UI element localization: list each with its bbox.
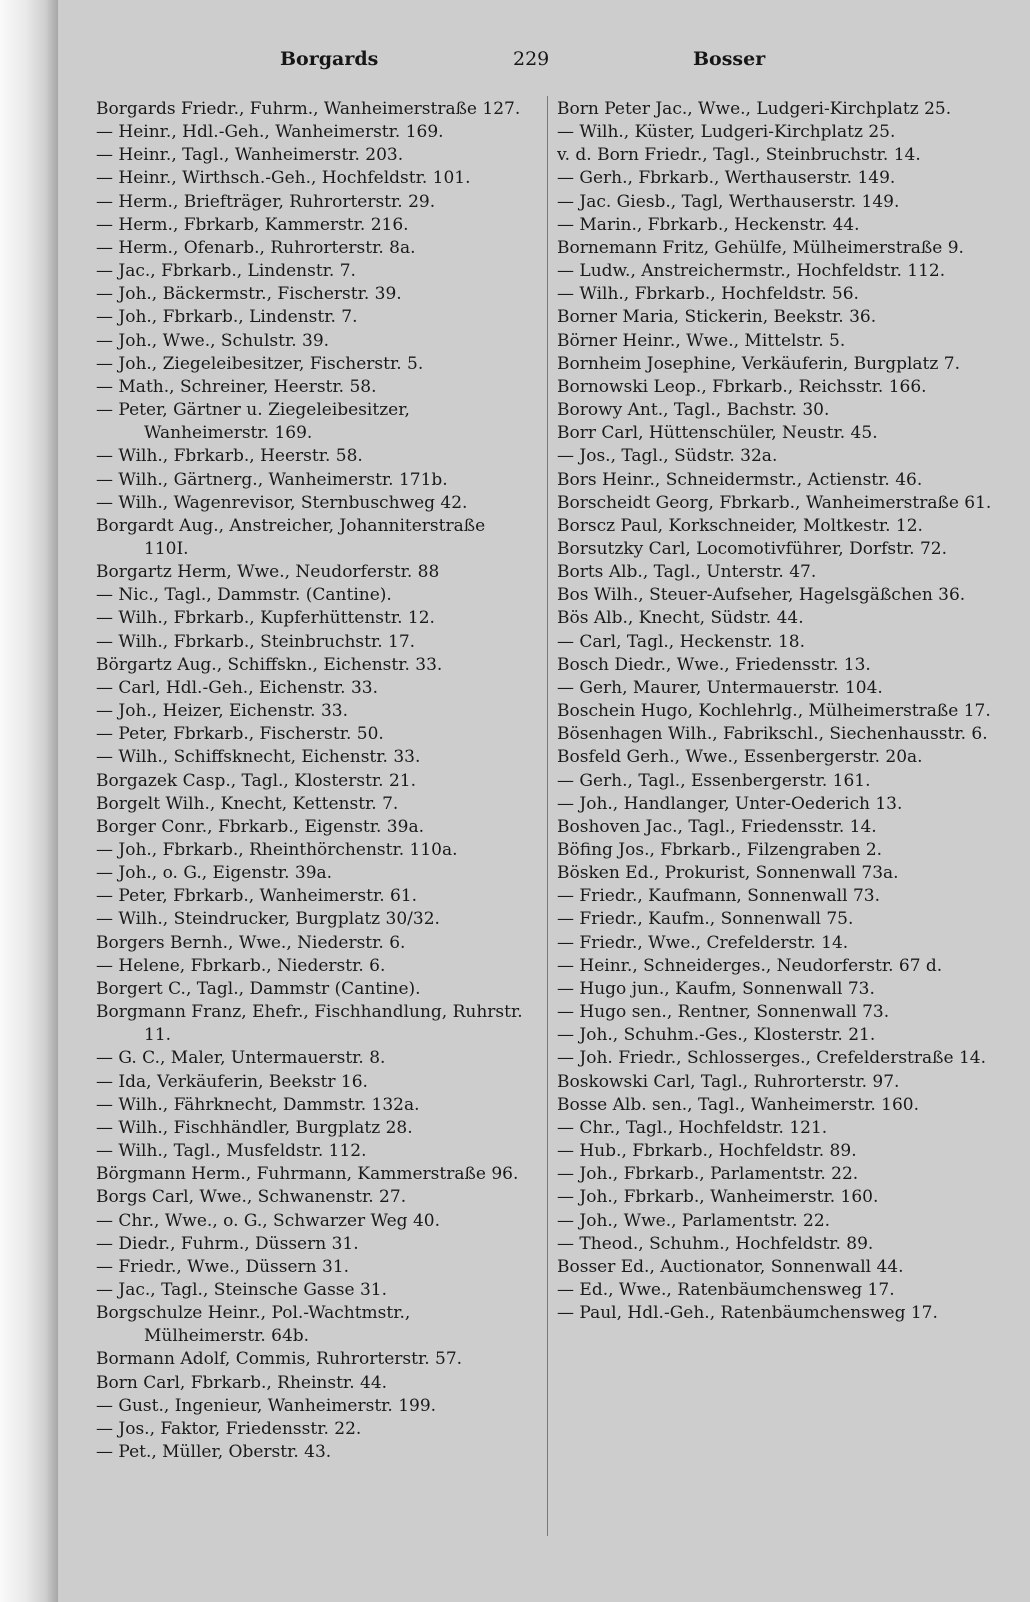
header-right-keyword: Bosser	[693, 48, 766, 70]
directory-entry: — Gerh., Fbrkarb., Werthauserstr. 149.	[557, 168, 896, 189]
directory-entry: — Joh., Schuhm.-Ges., Klosterstr. 21.	[557, 1025, 876, 1046]
directory-entry: Born Peter Jac., Wwe., Ludgeri-Kirchplatz 25.	[557, 99, 952, 119]
directory-entry: Borgs Carl, Wwe., Schwanenstr. 27.	[96, 1187, 407, 1208]
directory-entry: — Wilh., Steindrucker, Burgplatz 30/32.	[96, 909, 440, 930]
directory-entry: Bös Alb., Knecht, Südstr. 44.	[557, 608, 804, 629]
directory-entry: — Hugo jun., Kaufm, Sonnenwall 73.	[557, 978, 875, 999]
directory-entry: — Heinr., Wirthsch.-Geh., Hochfeldstr. 101.	[96, 168, 471, 189]
directory-entry: — Jos., Faktor, Friedensstr. 22.	[96, 1418, 362, 1439]
directory-entry: — Gerh., Tagl., Essenbergerstr. 161.	[557, 770, 871, 791]
directory-entry: — Gust., Ingenieur, Wanheimerstr. 199.	[96, 1395, 437, 1416]
directory-entry: — Wilh., Fischhändler, Burgplatz 28.	[96, 1117, 413, 1138]
directory-entry: — Wilh., Fbrkarb., Steinbruchstr. 17.	[96, 631, 416, 652]
directory-entry: — Diedr., Fuhrm., Düssern 31.	[96, 1233, 359, 1254]
page-binding-edge	[0, 0, 58, 1602]
column-divider	[547, 96, 548, 1536]
directory-entry: — Jac. Giesb., Tagl, Werthauserstr. 149.	[557, 191, 900, 212]
directory-entry: — Peter, Fbrkarb., Wanheimerstr. 61.	[96, 886, 418, 907]
directory-entry: Boshoven Jac., Tagl., Friedensstr. 14.	[557, 816, 877, 837]
directory-entry: — Wilh., Fbrkarb., Kupferhüttenstr. 12.	[96, 608, 435, 629]
directory-entry: Borgmann Franz, Ehefr., Fischhandlung, Ruhrstr. 11.	[96, 1002, 523, 1046]
running-header	[58, 48, 1030, 82]
directory-entry: — Peter, Fbrkarb., Fischerstr. 50.	[96, 724, 384, 745]
right-column	[557, 98, 997, 1325]
directory-entry: Böfing Jos., Fbrkarb., Filzengraben 2.	[557, 840, 883, 860]
directory-entry: Bösenhagen Wilh., Fabrikschl., Siechenhausstr. 6.	[557, 724, 988, 745]
directory-entry: — Helene, Fbrkarb., Niederstr. 6.	[96, 955, 386, 976]
directory-entry: Bosch Diedr., Wwe., Friedensstr. 13.	[557, 654, 871, 675]
directory-entry: — Joh., Handlanger, Unter-Oederich 13.	[557, 793, 903, 814]
directory-entry: — Wilh., Tagl., Musfeldstr. 112.	[96, 1141, 367, 1162]
directory-entry: Bosfeld Gerh., Wwe., Essenbergerstr. 20a.	[557, 747, 923, 768]
directory-entry: — Chr., Tagl., Hochfeldstr. 121.	[557, 1117, 828, 1138]
directory-entry: — Peter, Gärtner u. Ziegeleibesitzer, Wanheimerstr. 169.	[96, 400, 410, 444]
directory-entry: — Ida, Verkäuferin, Beekstr 16.	[96, 1071, 368, 1092]
directory-entry: Borgers Bernh., Wwe., Niederstr. 6.	[96, 932, 406, 953]
directory-entry: Borgards Friedr., Fuhrm., Wanheimerstraße 127.	[96, 99, 521, 119]
directory-entry: Börgmann Herm., Fuhrmann, Kammerstraße 96.	[96, 1164, 519, 1185]
directory-entry: — Wilh., Wagenrevisor, Sternbuschweg 42.	[96, 492, 468, 513]
directory-entry: Borts Alb., Tagl., Unterstr. 47.	[557, 562, 817, 583]
directory-entry: Borgelt Wilh., Knecht, Kettenstr. 7.	[96, 793, 399, 814]
directory-entry: Borgartz Herm, Wwe., Neudorferstr. 88	[96, 562, 440, 583]
directory-entry: — Friedr., Wwe., Düssern 31.	[96, 1256, 350, 1277]
directory-entry: — Math., Schreiner, Heerstr. 58.	[96, 376, 377, 397]
directory-entry: Bosser Ed., Auctionator, Sonnenwall 44.	[557, 1256, 904, 1277]
directory-entry: — Herm., Briefträger, Ruhrorterstr. 29.	[96, 191, 436, 212]
directory-entry: — Friedr., Wwe., Crefelderstr. 14.	[557, 932, 849, 953]
directory-entry: — Jac., Fbrkarb., Lindenstr. 7.	[96, 261, 356, 282]
directory-entry: Bos Wilh., Steuer-Aufseher, Hagelsgäßchen 36.	[557, 585, 966, 606]
directory-entry: — Nic., Tagl., Dammstr. (Cantine).	[96, 585, 392, 606]
directory-entry: Borgert C., Tagl., Dammstr (Cantine).	[96, 978, 421, 999]
directory-entry: — Marin., Fbrkarb., Heckenstr. 44.	[557, 214, 860, 235]
directory-entry: — Carl, Tagl., Heckenstr. 18.	[557, 631, 805, 652]
directory-entry: — Wilh., Schiffsknecht, Eichenstr. 33.	[96, 747, 421, 768]
directory-entry: — Joh., Fbrkarb., Parlamentstr. 22.	[557, 1164, 859, 1185]
directory-entry: Borscheidt Georg, Fbrkarb., Wanheimerstraße 61.	[557, 492, 992, 513]
directory-entry: — Paul, Hdl.-Geh., Ratenbäumchensweg 17.	[557, 1303, 938, 1324]
directory-entry: Börgartz Aug., Schiffskn., Eichenstr. 33.	[96, 654, 443, 675]
directory-entry: — Jos., Tagl., Südstr. 32a.	[557, 446, 778, 467]
directory-entry: — Ed., Wwe., Ratenbäumchensweg 17.	[557, 1279, 895, 1300]
directory-entry: — Heinr., Schneiderges., Neudorferstr. 67 d.	[557, 955, 943, 976]
directory-entry: — Friedr., Kaufmann, Sonnenwall 73.	[557, 886, 880, 907]
directory-entry: Borger Conr., Fbrkarb., Eigenstr. 39a.	[96, 816, 424, 837]
directory-entry: — Wilh., Fährknecht, Dammstr. 132a.	[96, 1094, 420, 1115]
directory-entry: — Joh., Wwe., Parlamentstr. 22.	[557, 1210, 831, 1231]
directory-entry: — Wilh., Fbrkarb., Heerstr. 58.	[96, 446, 363, 467]
directory-entry: Bornowski Leop., Fbrkarb., Reichsstr. 166.	[557, 376, 927, 397]
directory-entry: — Joh., Fbrkarb., Lindenstr. 7.	[96, 307, 358, 328]
left-column	[96, 98, 528, 1464]
directory-entry: — Gerh, Maurer, Untermauerstr. 104.	[557, 677, 883, 698]
directory-entry: Bormann Adolf, Commis, Ruhrorterstr. 57.	[96, 1349, 463, 1370]
directory-entry: — Wilh., Fbrkarb., Hochfeldstr. 56.	[557, 284, 859, 305]
directory-entry: — Joh., Fbrkarb., Wanheimerstr. 160.	[557, 1187, 879, 1208]
directory-entry: — Joh., Fbrkarb., Rheinthörchenstr. 110a.	[96, 840, 458, 860]
directory-entry: Borscz Paul, Korkschneider, Moltkestr. 12.	[557, 515, 923, 536]
directory-entry: — Wilh., Küster, Ludgeri-Kirchplatz 25.	[557, 122, 896, 143]
directory-entry: — Theod., Schuhm., Hochfeldstr. 89.	[557, 1233, 874, 1254]
directory-entry: Borgardt Aug., Anstreicher, Johanniterstraße 110I.	[96, 515, 486, 559]
directory-entry: Borner Maria, Stickerin, Beekstr. 36.	[557, 307, 877, 328]
directory-entry: Borowy Ant., Tagl., Bachstr. 30.	[557, 400, 830, 421]
directory-entry: — Carl, Hdl.-Geh., Eichenstr. 33.	[96, 677, 378, 698]
directory-entry: — Pet., Müller, Oberstr. 43.	[96, 1442, 332, 1463]
directory-entry: Borgschulze Heinr., Pol.-Wachtmstr., Mülheimerstr. 64b.	[96, 1303, 411, 1347]
directory-entry: — Joh., Bäckermstr., Fischerstr. 39.	[96, 284, 402, 305]
directory-entry: Borgazek Casp., Tagl., Klosterstr. 21.	[96, 770, 417, 791]
directory-entry: — Joh., Wwe., Schulstr. 39.	[96, 330, 330, 351]
directory-entry: Born Carl, Fbrkarb., Rheinstr. 44.	[96, 1372, 388, 1393]
directory-entry: — Joh., Heizer, Eichenstr. 33.	[96, 701, 349, 722]
directory-entry: — Ludw., Anstreichermstr., Hochfeldstr. 112.	[557, 261, 946, 282]
directory-entry: Bornheim Josephine, Verkäuferin, Burgplatz 7.	[557, 353, 960, 374]
directory-entry: Borsutzky Carl, Locomotivführer, Dorfstr. 72.	[557, 538, 948, 559]
directory-entry: Borr Carl, Hüttenschüler, Neustr. 45.	[557, 423, 878, 444]
directory-entry: — Herm., Ofenarb., Ruhrorterstr. 8a.	[96, 237, 416, 258]
directory-entry: — Herm., Fbrkarb, Kammerstr. 216.	[96, 214, 409, 235]
directory-entry: Bornemann Fritz, Gehülfe, Mülheimerstraße 9.	[557, 237, 964, 258]
directory-entry: Bors Heinr., Schneidermstr., Actienstr. 46.	[557, 469, 923, 490]
directory-entry: — G. C., Maler, Untermauerstr. 8.	[96, 1048, 386, 1069]
directory-entry: — Joh., Ziegeleibesitzer, Fischerstr. 5.	[96, 353, 424, 374]
directory-entry: — Joh., o. G., Eigenstr. 39a.	[96, 863, 333, 884]
directory-entry: — Joh. Friedr., Schlosserges., Crefelderstraße 14.	[557, 1048, 987, 1069]
page-number: 229	[513, 48, 550, 70]
directory-entry: Boskowski Carl, Tagl., Ruhrorterstr. 97.	[557, 1071, 900, 1092]
directory-entry: — Hugo sen., Rentner, Sonnenwall 73.	[557, 1002, 890, 1023]
directory-entry: Boschein Hugo, Kochlehrlg., Mülheimerstraße 17.	[557, 701, 991, 722]
directory-entry: — Friedr., Kaufm., Sonnenwall 75.	[557, 909, 854, 930]
directory-entry: — Hub., Fbrkarb., Hochfeldstr. 89.	[557, 1141, 857, 1162]
directory-entry: — Jac., Tagl., Steinsche Gasse 31.	[96, 1279, 388, 1300]
directory-entry: Bosse Alb. sen., Tagl., Wanheimerstr. 160.	[557, 1094, 919, 1115]
directory-entry: Bösken Ed., Prokurist, Sonnenwall 73a.	[557, 863, 899, 884]
directory-entry: — Wilh., Gärtnerg., Wanheimerstr. 171b.	[96, 469, 448, 490]
directory-entry: — Heinr., Tagl., Wanheimerstr. 203.	[96, 145, 404, 166]
directory-entry: v. d. Born Friedr., Tagl., Steinbruchstr. 14.	[557, 145, 921, 166]
directory-entry: — Heinr., Hdl.-Geh., Wanheimerstr. 169.	[96, 122, 444, 143]
directory-entry: Börner Heinr., Wwe., Mittelstr. 5.	[557, 330, 846, 351]
header-left-keyword: Borgards	[280, 48, 379, 70]
directory-entry: — Chr., Wwe., o. G., Schwarzer Weg 40.	[96, 1210, 441, 1231]
